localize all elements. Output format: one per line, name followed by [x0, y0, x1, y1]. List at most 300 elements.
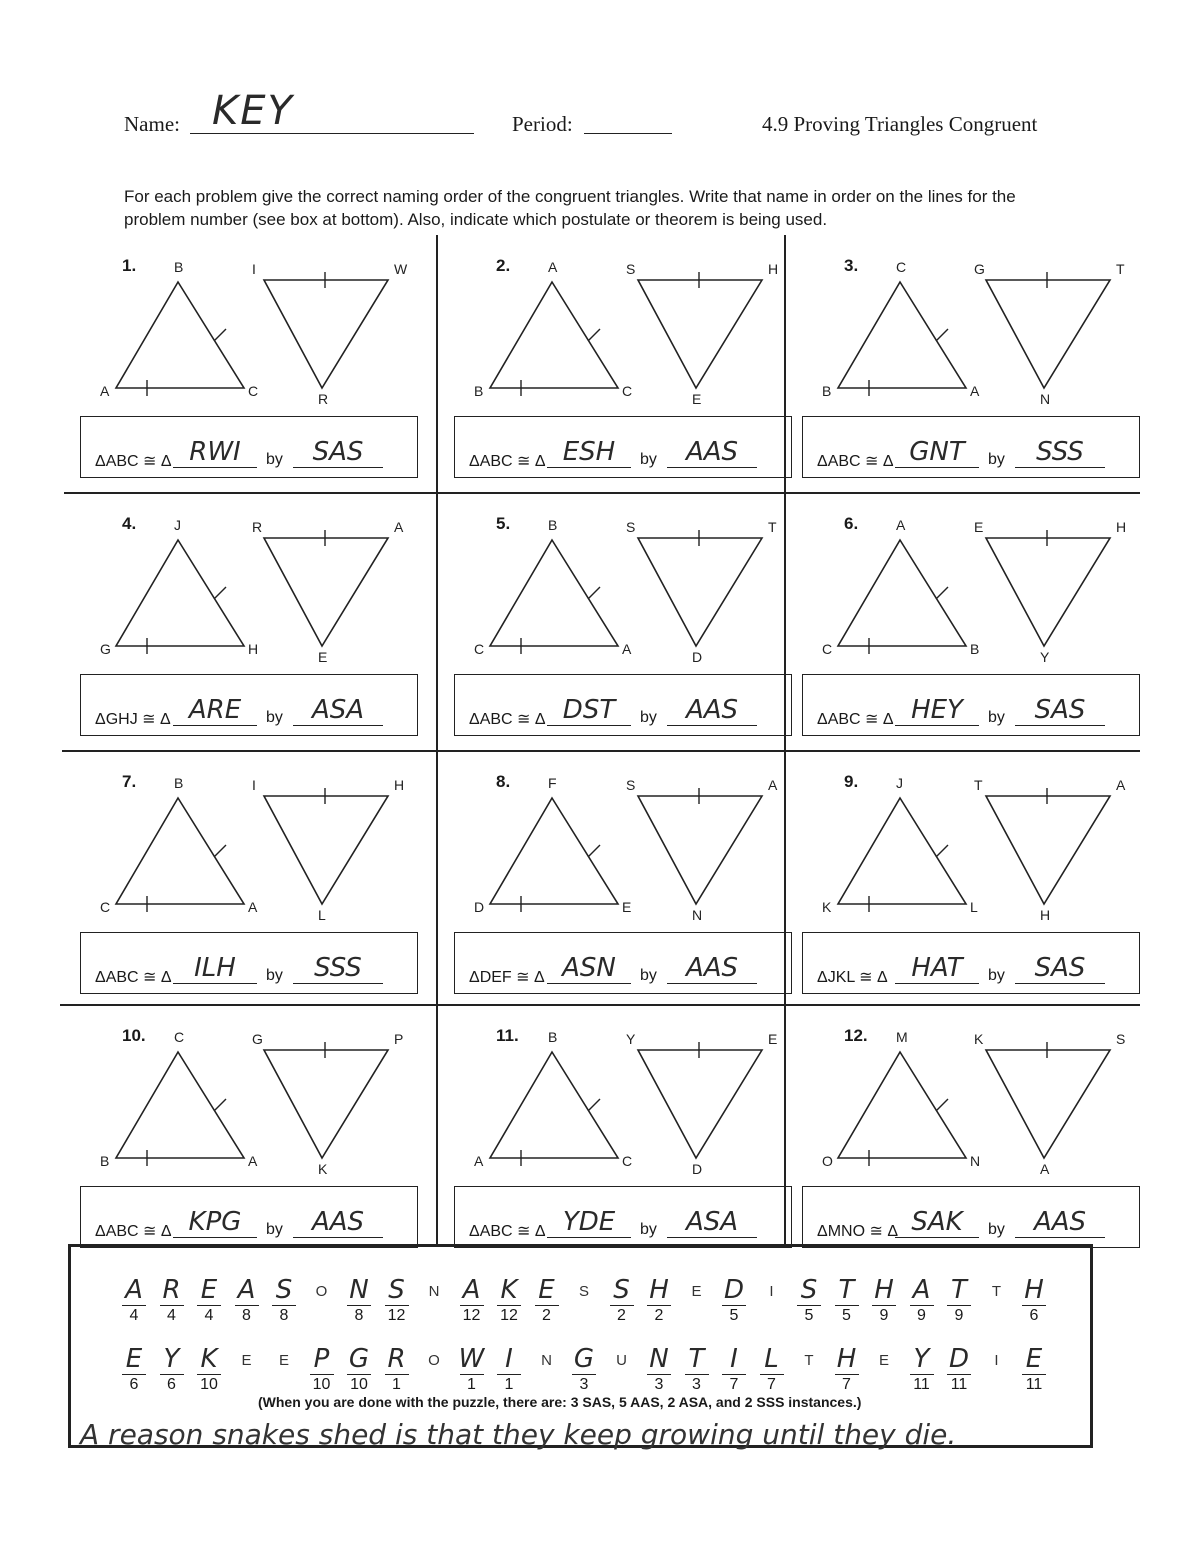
- vertex-label: A: [768, 777, 778, 793]
- puzzle-letter: U: [616, 1352, 627, 1369]
- puzzle-letter-slot[interactable]: [983, 1275, 1011, 1325]
- problem-number: 6.: [844, 514, 859, 533]
- vertex-label: B: [174, 259, 184, 275]
- puzzle-problem-number: [270, 1374, 298, 1394]
- answer-box: [454, 674, 792, 736]
- puzzle-letter-slot[interactable]: [270, 1344, 298, 1394]
- triangle-inverted: [638, 796, 762, 904]
- triangle-upright: [116, 282, 244, 388]
- puzzle-problem-number: 2: [542, 1307, 551, 1324]
- triangle-inverted: [264, 796, 388, 904]
- puzzle-problem-number: 10: [200, 1376, 218, 1393]
- triangle-answer-field[interactable]: HEY: [895, 695, 979, 726]
- triangle-upright: [838, 540, 966, 646]
- puzzle-letter-slot[interactable]: [345, 1275, 373, 1326]
- puzzle-letter: E: [1025, 1344, 1043, 1374]
- puzzle-problem-number: [533, 1374, 561, 1394]
- puzzle-letter: L: [764, 1344, 779, 1374]
- puzzle-problem-number: [608, 1374, 636, 1394]
- puzzle-letter-slot[interactable]: [533, 1275, 561, 1326]
- triangle-inverted: [264, 538, 388, 646]
- vertex-label: O: [822, 1153, 833, 1169]
- postulate-answer-field[interactable]: AAS: [293, 1207, 383, 1238]
- triangle-figure: [818, 1028, 1158, 1178]
- puzzle-letter: R: [387, 1344, 406, 1374]
- congruence-statement-prefix: ΔABC ≅ Δ: [95, 969, 172, 986]
- puzzle-letter-slot[interactable]: [495, 1275, 523, 1326]
- vertex-label: C: [622, 383, 633, 399]
- congruence-statement-prefix: ΔABC ≅ Δ: [469, 711, 546, 728]
- congruence-statement-prefix: ΔABC ≅ Δ: [469, 1223, 546, 1240]
- puzzle-problem-number: 3: [692, 1376, 701, 1393]
- puzzle-problem-number: 11: [950, 1376, 968, 1393]
- by-label: by: [640, 451, 657, 468]
- puzzle-letter-slot[interactable]: [683, 1275, 711, 1325]
- vertex-label: E: [622, 899, 632, 915]
- vertex-label: C: [822, 641, 833, 657]
- puzzle-letter-slot[interactable]: [345, 1344, 373, 1395]
- grid-hline-3: [60, 1004, 1140, 1006]
- puzzle-letter-slot[interactable]: [908, 1344, 936, 1395]
- triangle-figure: [96, 774, 436, 924]
- problem-number: 1.: [122, 256, 137, 275]
- vertex-label: E: [318, 649, 328, 665]
- triangle-upright: [838, 1052, 966, 1158]
- triangle-inverted: [986, 1050, 1110, 1158]
- puzzle-problem-number: [683, 1305, 711, 1325]
- grid-vline-left: [436, 235, 438, 1245]
- triangle-answer-field[interactable]: ARE: [173, 695, 257, 726]
- triangle-upright: [490, 282, 618, 388]
- puzzle-problem-number: 7: [729, 1376, 739, 1393]
- postulate-answer-field[interactable]: SAS: [293, 437, 383, 468]
- puzzle-problem-number: [420, 1305, 448, 1325]
- puzzle-letter: A: [237, 1275, 256, 1305]
- vertex-label: B: [548, 517, 558, 533]
- puzzle-letter: Y: [913, 1344, 930, 1374]
- puzzle-problem-number: 2: [654, 1307, 664, 1324]
- puzzle-note: (When you are done with the puzzle, there are: 3 SAS, 5 AAS, 2 ASA, and 2 SSS instances.): [258, 1394, 862, 1410]
- puzzle-letter-slot[interactable]: [608, 1275, 636, 1326]
- puzzle-letter-slot[interactable]: [795, 1275, 823, 1326]
- triangle-inverted: [264, 280, 388, 388]
- puzzle-letter-slot[interactable]: [120, 1275, 148, 1326]
- puzzle-problem-number: 12: [387, 1307, 406, 1324]
- puzzle-letter-slot[interactable]: [720, 1275, 748, 1326]
- puzzle-letter-slot[interactable]: [833, 1344, 861, 1395]
- triangle-inverted: [986, 538, 1110, 646]
- vertex-label: B: [174, 775, 184, 791]
- triangle-answer-field[interactable]: RWI: [173, 437, 257, 468]
- puzzle-letter-slot[interactable]: [120, 1344, 148, 1395]
- puzzle-letter-slot[interactable]: [795, 1344, 823, 1394]
- triangle-upright: [116, 1052, 244, 1158]
- puzzle-letter-slot[interactable]: [645, 1344, 673, 1395]
- puzzle-letter-slot[interactable]: [1020, 1344, 1048, 1395]
- postulate-answer-field[interactable]: SAS: [1015, 953, 1105, 984]
- congruence-tick: [588, 845, 600, 857]
- puzzle-letter: D: [948, 1344, 970, 1374]
- answer-box: [454, 932, 792, 994]
- triangle-figure: [470, 516, 810, 666]
- vertex-label: D: [692, 649, 703, 665]
- puzzle-problem-number: 5: [842, 1307, 851, 1324]
- postulate-answer-field[interactable]: ASA: [667, 1207, 757, 1238]
- puzzle-letter-slot[interactable]: [158, 1344, 186, 1395]
- puzzle-problem-number: 11: [1025, 1376, 1043, 1393]
- puzzle-letter: R: [162, 1275, 181, 1305]
- puzzle-letter-slot[interactable]: [645, 1275, 673, 1326]
- triangle-figure: [470, 1028, 810, 1178]
- puzzle-letter-slot[interactable]: [420, 1275, 448, 1325]
- puzzle-letter-slot[interactable]: [720, 1344, 748, 1395]
- postulate-answer-field[interactable]: AAS: [667, 953, 757, 984]
- vertex-label: I: [252, 777, 256, 793]
- vertex-label: A: [100, 383, 110, 399]
- puzzle-letter: I: [769, 1283, 774, 1300]
- puzzle-letter: P: [313, 1344, 330, 1374]
- triangle-inverted: [638, 1050, 762, 1158]
- congruence-tick: [214, 587, 226, 599]
- triangle-answer-field[interactable]: GNT: [895, 437, 979, 468]
- worksheet-title: 4.9 Proving Triangles Congruent: [762, 112, 1038, 136]
- puzzle-letter-slot[interactable]: [195, 1344, 223, 1395]
- puzzle-problem-number: 11: [913, 1376, 930, 1393]
- puzzle-letter-slot[interactable]: [758, 1344, 786, 1395]
- puzzle-letter-slot[interactable]: [983, 1344, 1011, 1394]
- puzzle-problem-number: 9: [954, 1307, 964, 1324]
- puzzle-letter: S: [275, 1275, 293, 1305]
- vertex-label: D: [692, 1161, 703, 1177]
- puzzle-letter: T: [804, 1352, 814, 1369]
- puzzle-letter-slot[interactable]: [495, 1344, 523, 1395]
- vertex-label: D: [474, 899, 485, 915]
- puzzle-letter: K: [200, 1344, 218, 1374]
- triangle-inverted: [264, 1050, 388, 1158]
- triangle-answer-field[interactable]: DST: [547, 695, 631, 726]
- puzzle-letter-slot[interactable]: [270, 1275, 298, 1326]
- puzzle-problem-number: 1: [392, 1376, 401, 1393]
- vertex-label: K: [318, 1161, 328, 1177]
- puzzle-problem-number: [570, 1305, 598, 1325]
- congruence-tick: [214, 845, 226, 857]
- puzzle-problem-number: 4: [204, 1307, 214, 1324]
- answer-box: [802, 674, 1140, 736]
- vertex-label: C: [622, 1153, 633, 1169]
- by-label: by: [266, 451, 283, 468]
- puzzle-problem-number: [233, 1374, 261, 1394]
- vertex-label: T: [1116, 261, 1125, 277]
- puzzle-problem-number: 9: [879, 1307, 889, 1324]
- congruence-statement-prefix: ΔABC ≅ Δ: [469, 453, 546, 470]
- by-label: by: [640, 967, 657, 984]
- puzzle-letter: T: [991, 1283, 1002, 1300]
- triangle-upright: [490, 1052, 618, 1158]
- vertex-label: W: [394, 261, 408, 277]
- vertex-label: N: [1040, 391, 1051, 407]
- grid-hline-1: [64, 492, 1140, 494]
- puzzle-letter: G: [348, 1344, 370, 1374]
- vertex-label: I: [252, 261, 256, 277]
- postulate-answer-field[interactable]: AAS: [1015, 1207, 1105, 1238]
- puzzle-letter-slot[interactable]: [458, 1275, 486, 1326]
- congruence-statement-prefix: ΔJKL ≅ Δ: [817, 969, 888, 986]
- vertex-label: N: [692, 907, 703, 923]
- puzzle-letter: G: [573, 1344, 595, 1374]
- problem-number: 7.: [122, 772, 137, 791]
- vertex-label: R: [318, 391, 329, 407]
- puzzle-problem-number: [870, 1374, 898, 1394]
- vertex-label: A: [548, 259, 558, 275]
- puzzle-problem-number: [983, 1305, 1011, 1325]
- puzzle-letter-slot[interactable]: [908, 1275, 936, 1326]
- puzzle-letter: H: [836, 1344, 857, 1374]
- postulate-answer-field[interactable]: AAS: [667, 437, 757, 468]
- puzzle-letter-slot[interactable]: [570, 1275, 598, 1325]
- puzzle-letter-slot[interactable]: [308, 1275, 336, 1325]
- postulate-answer-field[interactable]: SSS: [1015, 437, 1105, 468]
- puzzle-problem-number: 1: [467, 1376, 476, 1393]
- triangle-answer-field[interactable]: YDE: [547, 1207, 631, 1238]
- by-label: by: [988, 451, 1005, 468]
- puzzle-letter: I: [994, 1352, 999, 1369]
- vertex-label: K: [974, 1031, 984, 1047]
- problem-number: 9.: [844, 772, 859, 791]
- vertex-label: B: [548, 1029, 558, 1045]
- puzzle-letter-slot[interactable]: [195, 1275, 223, 1326]
- answer-box: [80, 674, 418, 736]
- vertex-label: M: [896, 1029, 908, 1045]
- problem-number: 3.: [844, 256, 859, 275]
- vertex-label: Y: [626, 1031, 636, 1047]
- name-value: KEY: [212, 88, 294, 134]
- puzzle-letter-slot[interactable]: [870, 1275, 898, 1326]
- answer-box: [454, 1186, 792, 1248]
- puzzle-letter-slot[interactable]: [420, 1344, 448, 1394]
- puzzle-letter: A: [912, 1275, 931, 1305]
- puzzle-problem-number: 10: [350, 1376, 368, 1393]
- vertex-label: B: [822, 383, 832, 399]
- triangle-figure: [96, 516, 436, 666]
- puzzle-letter: T: [688, 1344, 705, 1374]
- puzzle-letter-slot[interactable]: [533, 1344, 561, 1394]
- triangle-answer-field[interactable]: ASN: [547, 953, 631, 984]
- puzzle-letter-slot[interactable]: [945, 1344, 973, 1395]
- puzzle-letter: S: [613, 1275, 630, 1305]
- puzzle-problem-number: 12: [462, 1307, 481, 1324]
- problem-number: 11.: [496, 1026, 519, 1045]
- grid-hline-2: [62, 750, 1140, 752]
- vertex-label: A: [1040, 1161, 1050, 1177]
- vertex-label: A: [394, 519, 404, 535]
- puzzle-letter: O: [315, 1283, 328, 1300]
- vertex-label: C: [896, 259, 907, 275]
- congruence-statement-prefix: ΔABC ≅ Δ: [95, 453, 172, 470]
- congruence-tick: [214, 1099, 226, 1111]
- puzzle-problem-number: 7: [767, 1376, 776, 1393]
- puzzle-letter-slot[interactable]: [833, 1275, 861, 1326]
- puzzle-letter-slot[interactable]: [945, 1275, 973, 1326]
- triangle-upright: [490, 798, 618, 904]
- puzzle-letter: E: [125, 1344, 143, 1374]
- vertex-label: S: [626, 777, 636, 793]
- triangle-figure: [470, 258, 810, 408]
- puzzle-letter-slot[interactable]: [383, 1344, 411, 1395]
- congruence-statement-prefix: ΔMNO ≅ Δ: [817, 1223, 898, 1240]
- by-label: by: [640, 1221, 657, 1238]
- congruence-tick: [588, 329, 600, 341]
- vertex-label: R: [252, 519, 263, 535]
- puzzle-letter-slot[interactable]: [1020, 1275, 1048, 1326]
- vertex-label: C: [248, 383, 259, 399]
- puzzle-problem-number: 6: [167, 1376, 176, 1393]
- puzzle-problem-number: 3: [654, 1376, 664, 1393]
- vertex-label: B: [970, 641, 980, 657]
- vertex-label: A: [622, 641, 632, 657]
- vertex-label: H: [248, 641, 259, 657]
- puzzle-problem-number: [420, 1374, 448, 1394]
- vertex-label: S: [626, 261, 636, 277]
- answer-box: [80, 1186, 418, 1248]
- answer-box: [80, 932, 418, 994]
- triangle-answer-field[interactable]: HAT: [895, 953, 979, 984]
- puzzle-letter: H: [874, 1275, 894, 1305]
- vertex-label: F: [548, 775, 557, 791]
- decoded-sentence: A reason snakes shed is that they keep growing until they die.: [80, 1418, 957, 1451]
- puzzle-letter-slot[interactable]: [608, 1344, 636, 1394]
- by-label: by: [988, 1221, 1005, 1238]
- problem-number: 5.: [496, 514, 511, 533]
- postulate-answer-field[interactable]: ASA: [293, 695, 383, 726]
- puzzle-letter-slot[interactable]: [870, 1344, 898, 1394]
- puzzle-letter-slot[interactable]: [383, 1275, 411, 1326]
- vertex-label: K: [822, 899, 832, 915]
- puzzle-letter-slot[interactable]: [758, 1275, 786, 1325]
- triangle-figure: [470, 774, 810, 924]
- puzzle-problem-number: [795, 1374, 823, 1394]
- puzzle-problem-number: [308, 1305, 336, 1325]
- name-label: Name:: [124, 112, 180, 136]
- by-label: by: [988, 709, 1005, 726]
- puzzle-letter: N: [428, 1283, 440, 1300]
- puzzle-problem-number: [983, 1374, 1011, 1394]
- vertex-label: T: [768, 519, 777, 535]
- puzzle-letter: H: [1024, 1275, 1044, 1305]
- congruence-tick: [214, 329, 226, 341]
- triangle-upright: [116, 540, 244, 646]
- vertex-label: N: [970, 1153, 981, 1169]
- puzzle-letter: I: [730, 1344, 738, 1374]
- puzzle-problem-number: 8: [279, 1307, 289, 1324]
- puzzle-letter-slot[interactable]: [458, 1344, 486, 1395]
- triangle-inverted: [986, 280, 1110, 388]
- vertex-label: C: [100, 899, 111, 915]
- puzzle-problem-number: 8: [242, 1307, 251, 1324]
- puzzle-problem-number: 5: [729, 1307, 739, 1324]
- puzzle-letter: A: [125, 1275, 143, 1305]
- vertex-label: A: [1116, 777, 1126, 793]
- triangle-upright: [490, 540, 618, 646]
- postulate-answer-field[interactable]: SSS: [293, 953, 383, 984]
- puzzle-letter-slot[interactable]: [233, 1344, 261, 1394]
- puzzle-problem-number: 2: [617, 1307, 626, 1324]
- triangle-inverted: [638, 538, 762, 646]
- puzzle-letter-slot[interactable]: [308, 1344, 336, 1395]
- postulate-answer-field[interactable]: SAS: [1015, 695, 1105, 726]
- vertex-label: E: [974, 519, 984, 535]
- vertex-label: P: [394, 1031, 404, 1047]
- congruence-tick: [936, 845, 948, 857]
- period-line[interactable]: [584, 133, 672, 134]
- puzzle-letter-slot[interactable]: [233, 1275, 261, 1326]
- puzzle-problem-number: 6: [129, 1376, 139, 1393]
- congruence-statement-prefix: ΔDEF ≅ Δ: [469, 969, 545, 986]
- puzzle-letter: S: [578, 1283, 589, 1300]
- by-label: by: [988, 967, 1005, 984]
- triangle-figure: [818, 258, 1158, 408]
- puzzle-letter: I: [505, 1344, 513, 1374]
- puzzle-problem-number: 4: [167, 1307, 176, 1324]
- vertex-label: C: [174, 1029, 185, 1045]
- puzzle-letter-slot[interactable]: [158, 1275, 186, 1326]
- puzzle-letter-slot[interactable]: [683, 1344, 711, 1395]
- puzzle-letter-slot[interactable]: [570, 1344, 598, 1395]
- puzzle-letter: D: [723, 1275, 745, 1305]
- puzzle-problem-number: 9: [917, 1307, 926, 1324]
- puzzle-letter: O: [428, 1352, 440, 1369]
- puzzle-letter: E: [878, 1352, 889, 1369]
- postulate-answer-field[interactable]: AAS: [667, 695, 757, 726]
- triangle-inverted: [986, 796, 1110, 904]
- triangle-answer-field[interactable]: KPG: [173, 1207, 257, 1238]
- puzzle-problem-number: 1: [504, 1376, 514, 1393]
- puzzle-letter: E: [278, 1352, 289, 1369]
- congruence-statement-prefix: ΔABC ≅ Δ: [95, 1223, 172, 1240]
- vertex-label: S: [1116, 1031, 1126, 1047]
- answer-box: [454, 416, 792, 478]
- vertex-label: G: [974, 261, 985, 277]
- answer-box: [802, 1186, 1140, 1248]
- answer-box: [802, 416, 1140, 478]
- puzzle-problem-number: 10: [312, 1376, 331, 1393]
- vertex-label: J: [896, 775, 903, 791]
- triangle-answer-field[interactable]: ESH: [547, 437, 631, 468]
- congruence-tick: [936, 1099, 948, 1111]
- congruence-statement-prefix: ΔGHJ ≅ Δ: [95, 711, 171, 728]
- congruence-statement-prefix: ΔABC ≅ Δ: [817, 711, 894, 728]
- vertex-label: A: [248, 899, 258, 915]
- vertex-label: S: [626, 519, 636, 535]
- by-label: by: [266, 1221, 283, 1238]
- puzzle-letter: N: [541, 1352, 552, 1369]
- vertex-label: A: [896, 517, 906, 533]
- vertex-label: H: [768, 261, 779, 277]
- triangle-upright: [838, 798, 966, 904]
- triangle-inverted: [638, 280, 762, 388]
- congruence-tick: [588, 1099, 600, 1111]
- congruence-tick: [936, 329, 948, 341]
- period-label: Period:: [512, 112, 573, 136]
- by-label: by: [266, 709, 283, 726]
- triangle-answer-field[interactable]: SAK: [895, 1207, 979, 1238]
- vertex-label: A: [970, 383, 980, 399]
- triangle-answer-field[interactable]: ILH: [173, 953, 257, 984]
- puzzle-problem-number: [758, 1305, 786, 1325]
- puzzle-letter: E: [200, 1275, 218, 1305]
- puzzle-letter: H: [649, 1275, 669, 1305]
- vertex-label: B: [100, 1153, 110, 1169]
- congruence-tick: [936, 587, 948, 599]
